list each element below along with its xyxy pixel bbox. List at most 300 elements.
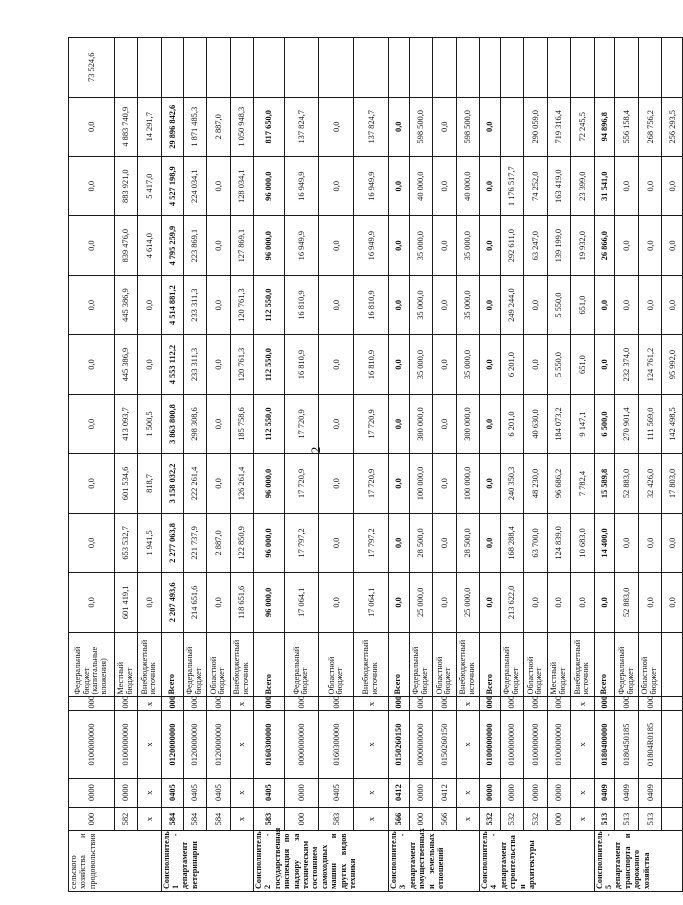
table-row [69,38,115,892]
value-cell [594,38,615,98]
funding-source-cell: Всего [254,632,285,697]
value-cell: 0,0 [615,513,638,572]
value-cell: 5 417,0 [138,156,161,215]
grbs-code-cell: x [138,807,161,831]
value-cell: 0,0 [207,573,230,632]
value-cell: 96 000,0 [254,454,285,513]
table-row [354,38,389,892]
section-code-cell: x [138,778,161,807]
grbs-code-cell: 513 [615,807,638,831]
funding-source-cell: Внебюджетный источник [138,632,161,697]
expense-type-cell: 000 [183,697,206,711]
value-cell: 2 207 493,6 [161,573,183,632]
section-code-cell: 0000 [409,778,432,807]
section-code-cell: x [230,778,253,807]
value-cell [409,38,432,98]
expense-type-cell: 000 [409,697,432,711]
executor-name-cell: Соисполнитель 3 - департамент имущественных и земельных отношений [388,831,479,892]
section-code-cell: 0412 [433,778,456,807]
target-code-cell: x [354,711,389,778]
value-cell: 0,0 [615,216,638,275]
value-cell: 0,0 [638,156,661,215]
target-code-cell: 0150260150 [433,711,456,778]
value-cell: 52 883,0 [615,573,638,632]
value-cell: 120 761,3 [230,335,253,394]
expense-type-cell: 000 [500,697,523,711]
value-cell: 0,0 [388,156,409,215]
value-cell: 7 782,4 [571,454,594,513]
value-cell: 0,0 [638,275,661,334]
value-cell [354,38,389,98]
section-code-cell: 0000 [284,778,319,807]
value-cell: 5 550,0 [547,275,570,334]
value-cell: 120 761,3 [230,275,253,334]
value-cell: 221 737,9 [183,513,206,572]
value-cell: 100 000,0 [456,454,479,513]
table-row [615,38,638,892]
target-code-cell: 0000000000 [284,711,319,778]
value-cell: 0,0 [319,216,354,275]
table-row [388,38,409,892]
value-cell: 142 498,5 [662,394,683,453]
value-cell: 0,0 [388,335,409,394]
target-code-cell: x [456,711,479,778]
value-cell: 19 932,0 [571,216,594,275]
table-row [433,38,456,892]
funding-source-cell: Всего [480,632,501,697]
value-cell: 818,7 [138,454,161,513]
value-cell: 1 050 948,3 [230,97,253,156]
table-row [230,38,253,892]
section-code-cell: 0405 [319,778,354,807]
target-code-cell: 0120000000 [161,711,183,778]
value-cell: 0,0 [480,97,501,156]
grbs-code-cell: 584 [207,807,230,831]
funding-source-cell: Федеральный бюджет [284,632,319,697]
value-cell: 126 261,4 [230,454,253,513]
target-code-cell: 0100000000 [524,711,547,778]
section-code-cell: x [456,778,479,807]
value-cell [571,38,594,98]
value-cell: 17 797,2 [284,513,319,572]
funding-source-cell: Всего [161,632,183,697]
value-cell: 16 810,9 [284,275,319,334]
value-cell: 74 252,0 [524,156,547,215]
value-cell: 26 866,0 [594,216,615,275]
value-cell: 163 419,0 [547,156,570,215]
funding-source-cell: Внебюджетный источник [571,632,594,697]
value-cell: 23 399,0 [571,156,594,215]
value-cell: 52 883,0 [615,454,638,513]
value-cell: 292 611,0 [500,216,523,275]
value-cell: 96 000,0 [254,513,285,572]
value-cell: 128 034,1 [230,156,253,215]
table-row [594,38,615,892]
section-code-cell: 0409 [638,778,661,807]
value-cell: 0,0 [69,97,115,156]
value-cell: 0,0 [319,156,354,215]
funding-source-cell: Внебюджетный источник [456,632,479,697]
funding-source-cell: Федеральный бюджет [500,632,523,697]
value-cell: 651,0 [571,275,594,334]
value-cell: 6 201,0 [500,335,523,394]
value-cell: 10 683,0 [571,513,594,572]
value-cell: 185 758,6 [230,394,253,453]
value-cell: 0,0 [388,513,409,572]
table-row [500,38,523,892]
value-cell [207,38,230,98]
value-cell: 1 871 485,3 [183,97,206,156]
value-cell: 16 949,9 [354,156,389,215]
value-cell: 0,0 [207,216,230,275]
value-cell: 232 374,0 [615,335,638,394]
expense-type-cell: x [230,697,253,711]
target-code-cell: x [571,711,594,778]
value-cell: 40 000,0 [409,156,432,215]
value-cell: 0,0 [480,335,501,394]
value-cell: 598 500,0 [409,97,432,156]
executor-name-cell: Соисполнитель 1 - департамент ветеринарии [161,831,253,892]
value-cell: 29 896 842,6 [161,97,183,156]
value-cell: 883 921,0 [114,156,137,215]
value-cell: 35 000,0 [456,335,479,394]
section-code-cell: 0000 [114,778,137,807]
target-code-cell: 0180400000 [594,711,615,778]
value-cell: 0,0 [524,573,547,632]
target-code-cell: 0100000000 [500,711,523,778]
funding-source-cell: Внебюджетный источник [354,632,389,697]
value-cell: 0,0 [662,275,683,334]
value-cell [662,38,683,98]
table-row [571,38,594,892]
expense-type-cell: 000 [114,697,137,711]
value-cell: 298 308,6 [183,394,206,453]
value-cell: 184 073,2 [547,394,570,453]
value-cell: 0,0 [615,156,638,215]
value-cell: 233 311,3 [183,275,206,334]
target-code-cell: 0100000000 [547,711,570,778]
value-cell: 35 000,0 [409,216,432,275]
value-cell: 48 230,0 [524,454,547,513]
value-cell [284,38,319,98]
value-cell: 817 650,0 [254,97,285,156]
value-cell: 112 550,0 [254,394,285,453]
grbs-code-cell: 513 [638,807,661,831]
funding-source-cell: Внебюджетный источник [230,632,253,697]
value-cell: 40 630,0 [524,394,547,453]
page-number: 2 [308,446,323,454]
grbs-code-cell: 584 [183,807,206,831]
value-cell: 0,0 [638,216,661,275]
value-cell: 0,0 [433,156,456,215]
grbs-code-cell: x [571,807,594,831]
value-cell: 35 000,0 [409,335,432,394]
expense-type-cell: 000 [254,697,285,711]
table-body [69,38,683,892]
value-cell: 0,0 [480,394,501,453]
section-code-cell: 0000 [500,778,523,807]
value-cell: 0,0 [69,275,115,334]
value-cell: 4 614,0 [138,216,161,275]
value-cell: 112 550,0 [254,335,285,394]
expense-type-cell: 000 [524,697,547,711]
target-code-cell: 0100000000 [69,711,115,778]
section-code-cell: x [354,778,389,807]
value-cell: 96 000,0 [254,573,285,632]
grbs-code-cell: 532 [500,807,523,831]
value-cell: 0,0 [638,573,661,632]
value-cell: 17 064,1 [284,573,319,632]
grbs-code-cell: 000 [409,807,432,831]
funding-source-cell: Местный бюджет [114,632,137,697]
value-cell: 0,0 [480,454,501,513]
value-cell: 0,0 [138,335,161,394]
value-cell: 0,0 [433,275,456,334]
value-cell: 0,0 [69,156,115,215]
value-cell: 0,0 [138,573,161,632]
value-cell: 17 720,9 [354,454,389,513]
value-cell: 96 686,2 [547,454,570,513]
value-cell: 96 000,0 [254,216,285,275]
grbs-code-cell: 532 [524,807,547,831]
funding-source-cell: Областной бюджет [319,632,354,697]
value-cell: 300 000,0 [456,394,479,453]
target-code-cell: 0150260150 [388,711,409,778]
value-cell [230,38,253,98]
expense-type-cell: 000 [69,697,115,711]
value-cell: 413 093,7 [114,394,137,453]
value-cell: 14 291,7 [138,97,161,156]
value-cell: 6 201,0 [500,394,523,453]
value-cell: 16 949,9 [354,216,389,275]
value-cell: 0,0 [69,573,115,632]
expense-type-cell: x [354,697,389,711]
table-row [114,38,137,892]
expense-type-cell: 000 [433,697,456,711]
value-cell: 0,0 [207,275,230,334]
expense-type-cell: 000 [615,697,638,711]
value-cell: 0,0 [547,573,570,632]
executor-name-cell: Соисполнитель 5 - департамент транспорта и дорожного хозяйства [594,831,682,892]
section-code-cell: 0000 [524,778,547,807]
value-cell: 73 524,6 [69,38,115,98]
value-cell [524,38,547,98]
section-code-cell: 0000 [480,778,501,807]
value-cell: 2 887,0 [207,97,230,156]
value-cell: 4 527 198,9 [161,156,183,215]
table-row [183,38,206,892]
value-cell: 1 176 517,7 [500,156,523,215]
value-cell: 0,0 [433,513,456,572]
value-cell: 0,0 [319,335,354,394]
value-cell: 0,0 [138,275,161,334]
value-cell: 0,0 [388,454,409,513]
value-cell: 5 550,0 [547,335,570,394]
target-code-cell [662,711,683,778]
value-cell: 0,0 [207,335,230,394]
grbs-code-cell: 583 [319,807,354,831]
grbs-code-cell: 000 [69,807,115,831]
value-cell: 0,0 [480,573,501,632]
grbs-code-cell: 566 [388,807,409,831]
value-cell: 6 500,0 [594,394,615,453]
value-cell: 445 386,9 [114,335,137,394]
value-cell: 31 541,0 [594,156,615,215]
expense-type-cell: 000 [594,697,615,711]
value-cell: 35 000,0 [456,275,479,334]
value-cell: 0,0 [319,275,354,334]
expense-type-cell: x [571,697,594,711]
value-cell: 0,0 [388,394,409,453]
grbs-code-cell: 582 [114,807,137,831]
budget-table [68,37,683,892]
value-cell: 222 261,4 [183,454,206,513]
target-code-cell: 0180450185 [615,711,638,778]
value-cell: 1 500,5 [138,394,161,453]
value-cell: 719 316,4 [547,97,570,156]
executor-name-cell: сельского хозяйства и продовольствия [69,831,162,892]
section-code-cell: 0409 [594,778,615,807]
section-code-cell [662,778,683,807]
grbs-code-cell: x [354,807,389,831]
value-cell: 17 803,0 [662,454,683,513]
value-cell: 0,0 [319,97,354,156]
value-cell: 0,0 [662,513,683,572]
value-cell: 63 247,0 [524,216,547,275]
value-cell: 0,0 [662,573,683,632]
value-cell: 94 896,8 [594,97,615,156]
value-cell: 16 810,9 [354,275,389,334]
section-code-cell: 0000 [547,778,570,807]
value-cell: 249 244,0 [500,275,523,334]
value-cell: 4 795 259,9 [161,216,183,275]
value-cell: 0,0 [69,513,115,572]
table-row [161,38,183,892]
target-code-cell: x [230,711,253,778]
value-cell: 3 158 032,2 [161,454,183,513]
value-cell [547,38,570,98]
section-code-cell: 0405 [254,778,285,807]
section-code-cell: 0412 [388,778,409,807]
value-cell: 223 869,1 [183,216,206,275]
section-code-cell: 0000 [69,778,115,807]
value-cell: 17 720,9 [354,394,389,453]
value-cell: 122 850,9 [230,513,253,572]
value-cell: 16 810,9 [354,335,389,394]
table-row [480,38,501,892]
expense-type-cell: x [456,697,479,711]
value-cell: 25 000,0 [456,573,479,632]
executor-name-cell: Соисполнитель 2 - государственная инспекция по надзору за техническим состоянием самоходных машин и других видов техники [254,831,389,892]
value-cell: 0,0 [388,573,409,632]
funding-source-cell: Областной бюджет [207,632,230,697]
value-cell: 4 883 740,9 [114,97,137,156]
value-cell: 0,0 [319,454,354,513]
value-cell [480,38,501,98]
value-cell: 839 476,0 [114,216,137,275]
value-cell: 0,0 [433,216,456,275]
expense-type-cell: 000 [547,697,570,711]
funding-source-cell: Федеральный бюджет [183,632,206,697]
value-cell: 16 949,9 [284,156,319,215]
target-code-cell: 0100000000 [114,711,137,778]
value-cell: 0,0 [662,156,683,215]
target-code-cell: 01804R0185 [638,711,661,778]
value-cell [615,38,638,98]
value-cell: 14 400,0 [594,513,615,572]
target-code-cell: 0120000000 [183,711,206,778]
value-cell: 2 887,0 [207,513,230,572]
grbs-code-cell: 000 [284,807,319,831]
funding-source-cell: Федеральный бюджет [409,632,432,697]
value-cell: 95 992,0 [662,335,683,394]
funding-source-cell: Всего [594,632,615,697]
grbs-code-cell: 000 [547,807,570,831]
grbs-code-cell: 584 [161,807,183,831]
table-row [662,38,683,892]
table-row [319,38,354,892]
value-cell: 35 000,0 [456,216,479,275]
value-cell [161,38,183,98]
value-cell: 9 147,1 [571,394,594,453]
expense-type-cell: 000 [638,697,661,711]
value-cell: 213 622,0 [500,573,523,632]
value-cell [456,38,479,98]
value-cell: 137 824,7 [354,97,389,156]
section-code-cell: 0405 [161,778,183,807]
value-cell: 0,0 [594,275,615,334]
value-cell: 0,0 [433,335,456,394]
value-cell: 214 651,6 [183,573,206,632]
value-cell: 0,0 [480,275,501,334]
value-cell: 0,0 [207,454,230,513]
expense-type-cell: 000 [480,697,501,711]
value-cell: 0,0 [388,216,409,275]
table-row [524,38,547,892]
expense-type-cell: 000 [207,697,230,711]
value-cell: 4 553 112,2 [161,335,183,394]
value-cell: 256 293,5 [662,97,683,156]
value-cell: 0,0 [524,275,547,334]
value-cell: 17 064,1 [354,573,389,632]
value-cell: 0,0 [69,335,115,394]
value-cell: 651,0 [571,335,594,394]
value-cell: 17 720,9 [284,454,319,513]
table-row [254,38,285,892]
target-code-cell: 0160300000 [254,711,285,778]
value-cell: 0,0 [207,156,230,215]
target-code-cell: x [138,711,161,778]
value-cell: 96 000,0 [254,156,285,215]
value-cell: 0,0 [524,335,547,394]
expense-type-cell: 000 [284,697,319,711]
value-cell [500,38,523,98]
value-cell: 137 824,7 [284,97,319,156]
value-cell [388,38,409,98]
value-cell: 111 569,0 [638,394,661,453]
value-cell: 0,0 [69,216,115,275]
value-cell: 28 500,0 [409,513,432,572]
table-row [284,38,319,892]
funding-source-cell: Федеральный бюджет [615,632,638,697]
table-row [409,38,432,892]
expense-type-cell: 000 [388,697,409,711]
executor-name-cell: Соисполнитель 4 - департамент строительства и архитектуры [480,831,595,892]
value-cell: 15 589,8 [594,454,615,513]
value-cell: 17 720,9 [284,394,319,453]
target-code-cell: 0100000000 [480,711,501,778]
target-code-cell: 0120000000 [207,711,230,778]
